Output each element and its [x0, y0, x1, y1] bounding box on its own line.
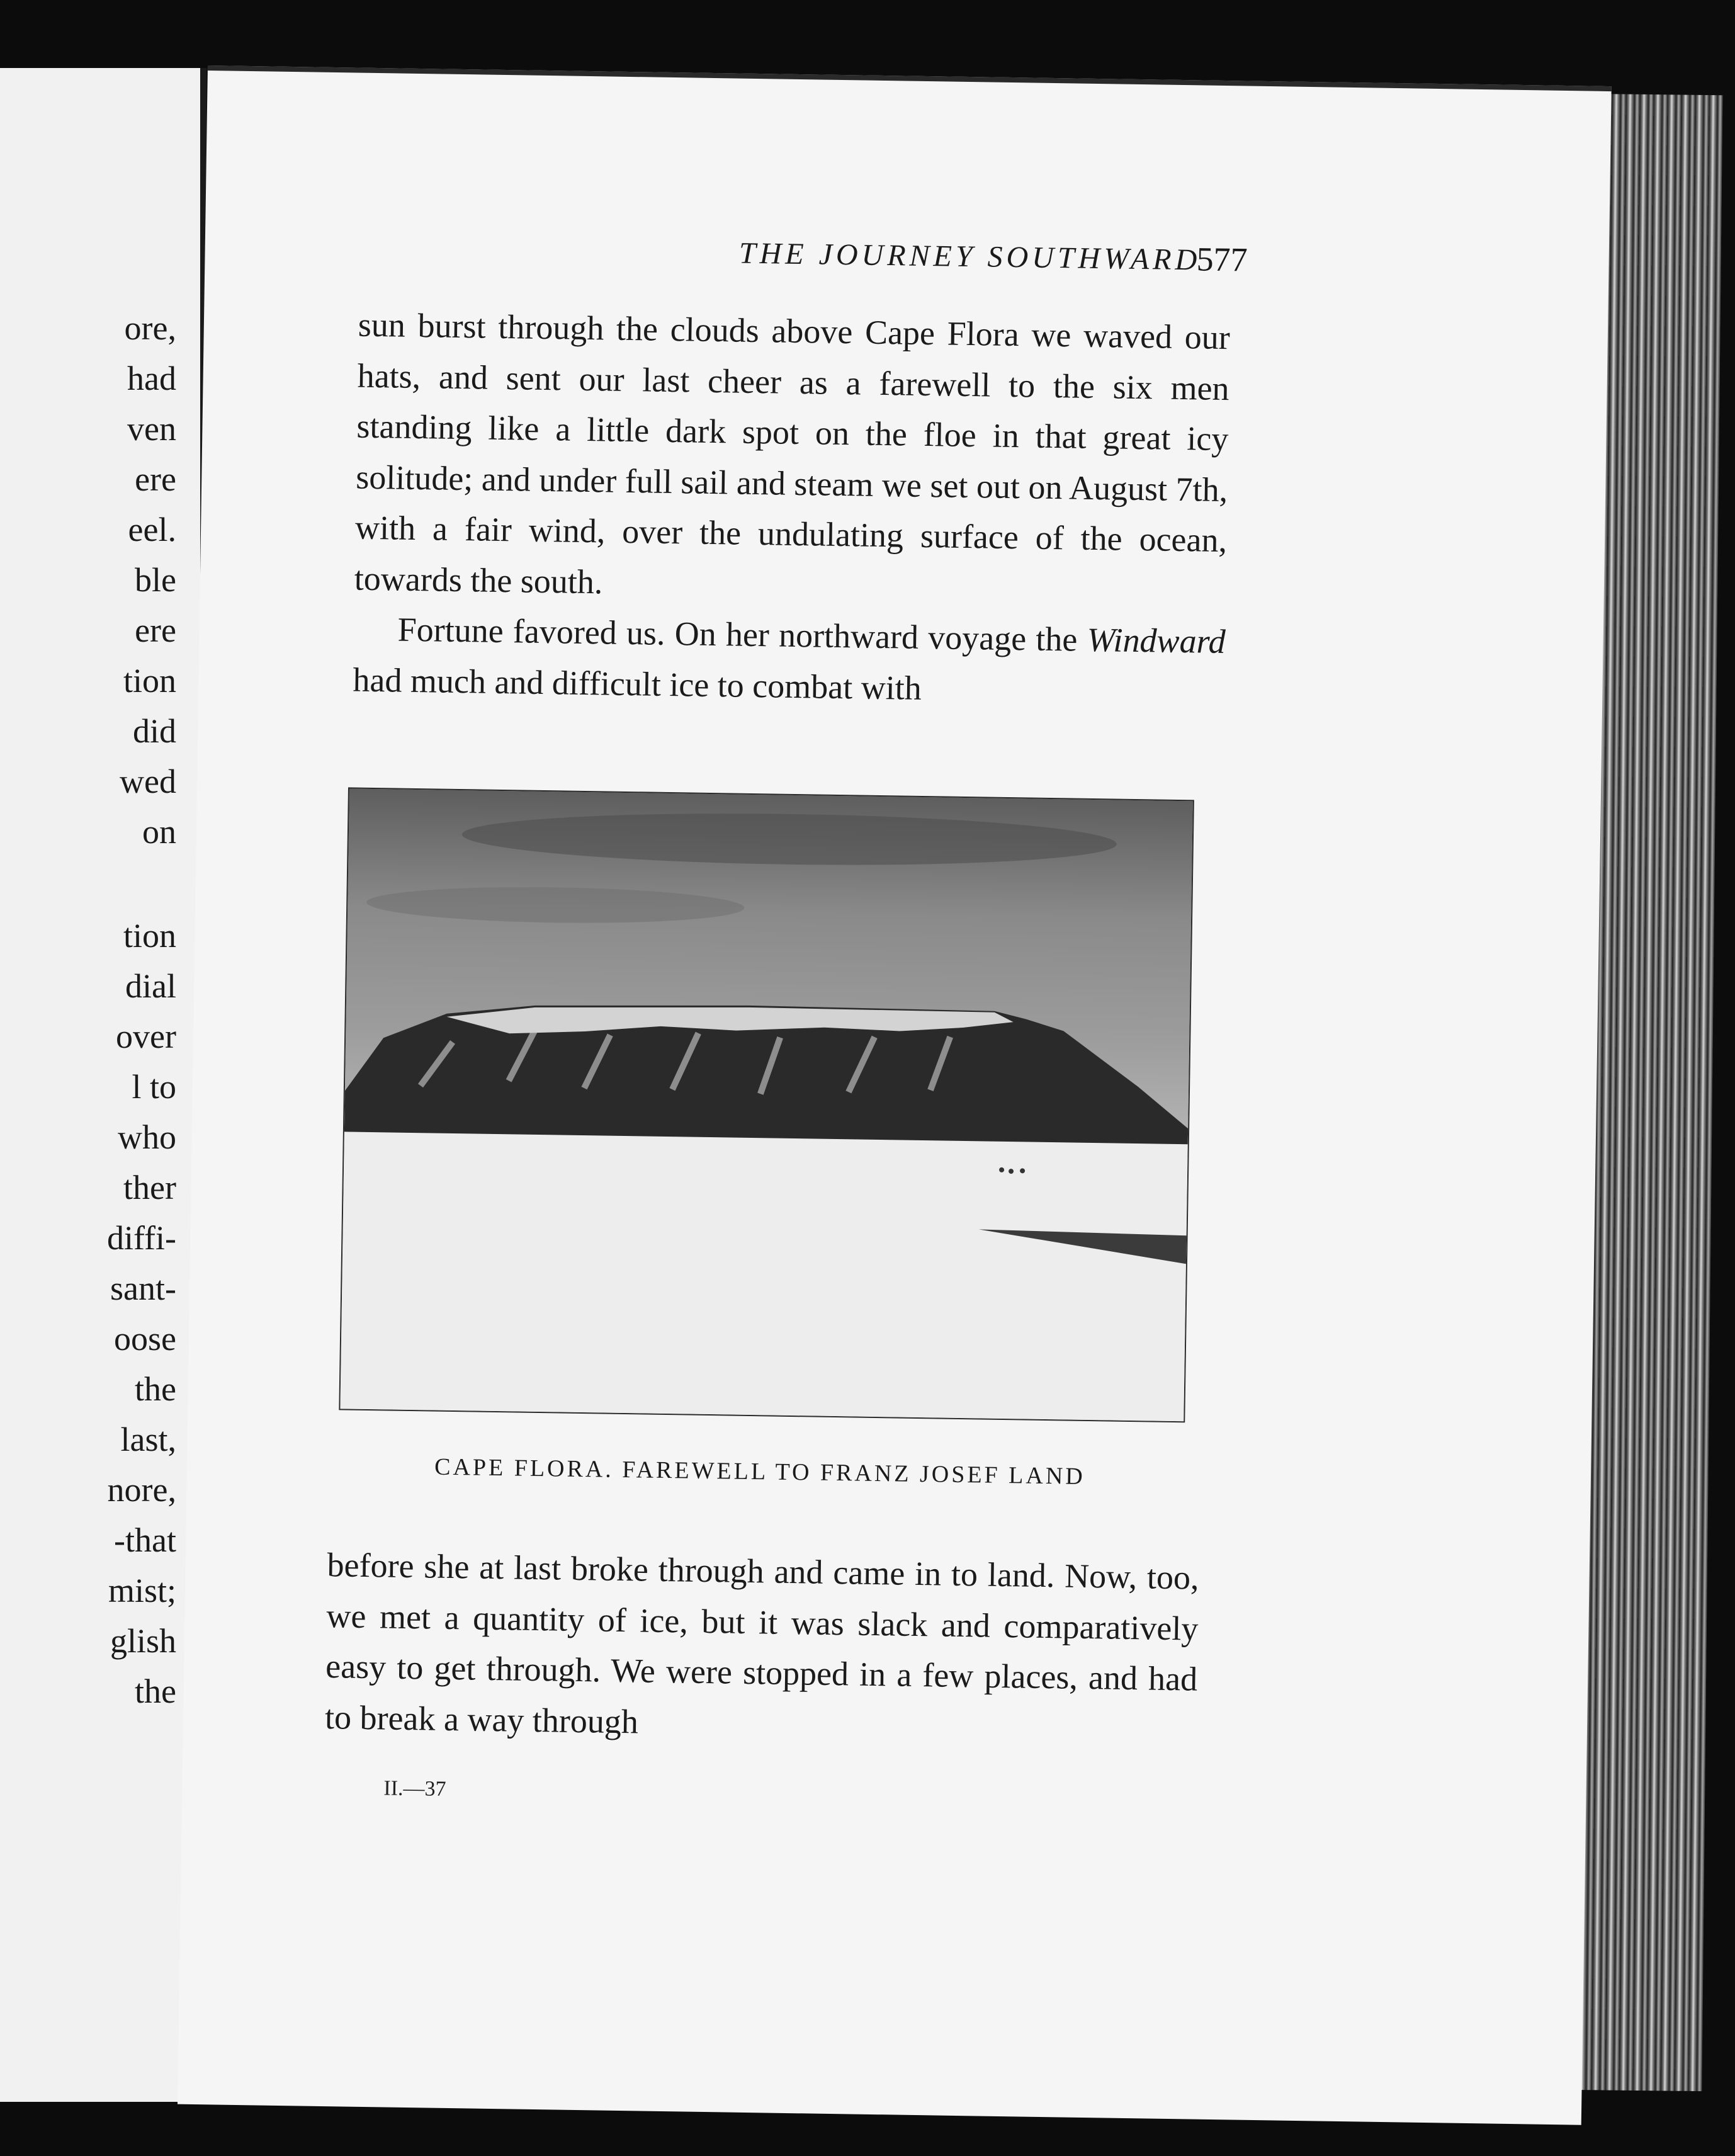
current-page: [178, 65, 1612, 2125]
previous-page-line: ere: [135, 611, 176, 649]
previous-page-line: mist;: [108, 1572, 176, 1609]
text-block-bottom: [325, 1540, 1200, 1756]
previous-page-line: wed: [120, 763, 176, 800]
ship-name: Windward: [1087, 620, 1226, 661]
previous-page-line: on: [142, 813, 176, 851]
previous-page-line: oose: [114, 1320, 176, 1358]
previous-page-line: ore,: [124, 309, 176, 347]
previous-page-line: last,: [120, 1421, 176, 1458]
previous-page-line: had: [127, 360, 176, 397]
paragraph-2-end: had much and difficult ice to combat with: [353, 661, 922, 707]
previous-page-line: glish: [110, 1622, 176, 1660]
previous-page-line: over: [116, 1018, 176, 1055]
previous-page-line: -that: [114, 1521, 176, 1559]
paragraph-3: before she at last broke through and came in to land. Now, too, we met a quantity of ice, but it was slack and comparatively easy to get through. We were stopped in a few places, and had to break a way through: [324, 1546, 1199, 1740]
previous-page-line: ere: [135, 460, 176, 498]
previous-page-line: diffi-: [107, 1219, 176, 1257]
previous-page-line: tion: [123, 917, 176, 955]
previous-page-line: tion: [123, 662, 176, 700]
page-number: 577: [1196, 240, 1248, 279]
illustration-plate: [339, 787, 1194, 1422]
previous-page-line: sant-: [110, 1269, 176, 1307]
previous-page-line: who: [118, 1118, 176, 1156]
previous-page-line: ble: [135, 561, 176, 599]
text-block-top: [353, 300, 1230, 718]
paragraph-2: [353, 604, 1226, 718]
signature-mark: II.—37: [383, 1776, 446, 1801]
running-head: THE JOURNEY SOUTHWARD: [738, 236, 1201, 277]
cape-flora-illustration: [340, 788, 1192, 1421]
previous-page-line: nore,: [107, 1471, 176, 1509]
previous-page-line: ven: [127, 410, 176, 448]
previous-page-line: ther: [123, 1169, 176, 1206]
previous-page-line: l to: [132, 1068, 176, 1106]
previous-page-line: did: [132, 712, 176, 750]
paragraph-1: sun burst through the clouds above Cape Flora we waved our hats, and sent our last cheer as a farewell to the six men standing like a little dark spot on the floe in that great icy solitude; and under full sail and steam we set out on August 7th, with a fair wind, over the undulating surface of the ocean, towards the south.: [354, 305, 1231, 601]
previous-page-line: eel.: [128, 511, 176, 548]
paragraph-2-start: Fortune favored us. On her northward voyage the: [397, 610, 1088, 659]
previous-page-line: the: [135, 1672, 176, 1710]
previous-page: [0, 68, 206, 2102]
previous-page-line: dial: [125, 967, 176, 1005]
previous-page-line: the: [135, 1370, 176, 1408]
ice-floe: [340, 1132, 1187, 1421]
illustration-caption: CAPE FLORA. FAREWELL TO FRANZ JOSEF LAND: [434, 1453, 1086, 1490]
